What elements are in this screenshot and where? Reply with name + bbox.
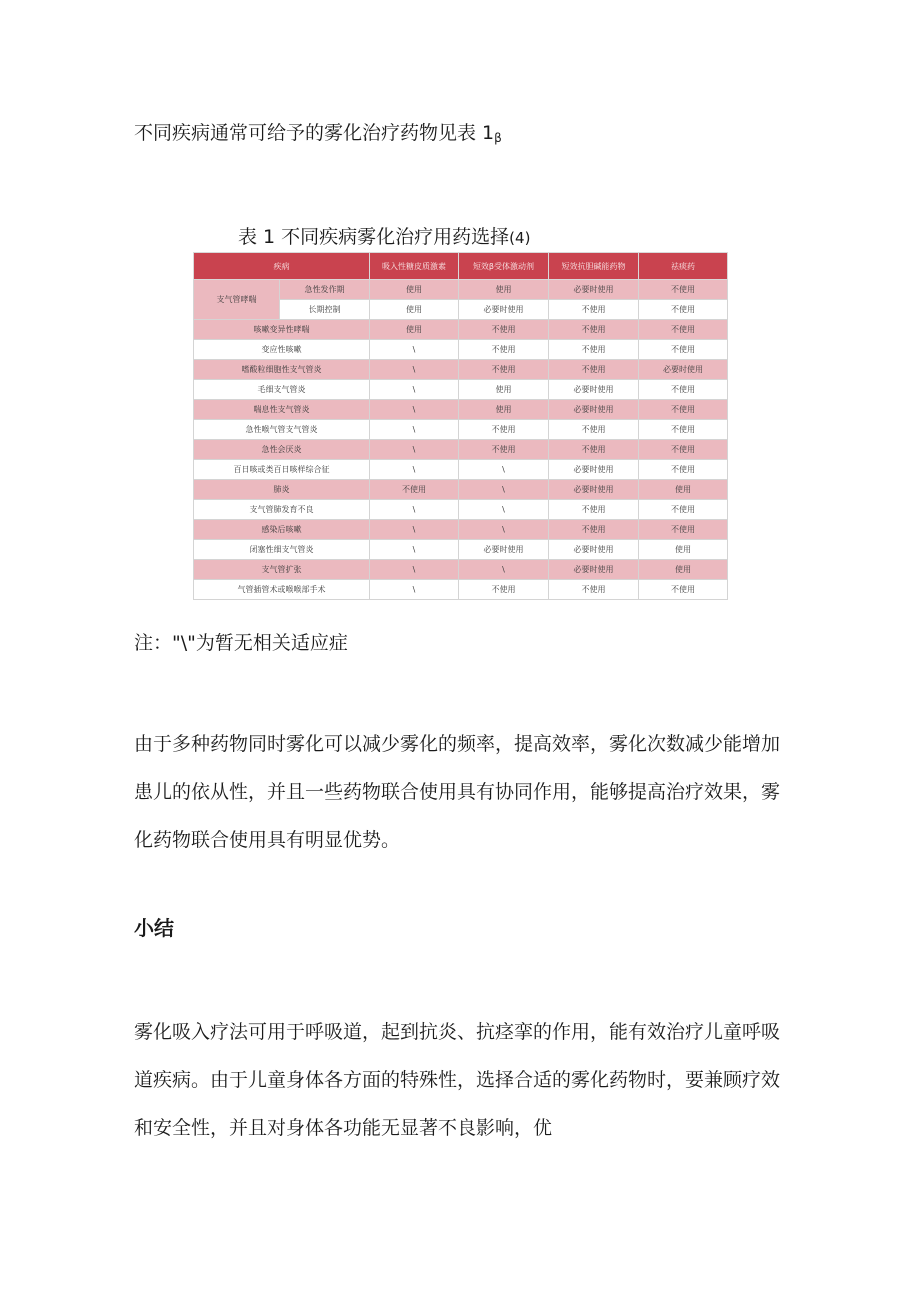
- table-note: 注："\"为暂无相关适应症: [134, 632, 348, 654]
- table-caption-text: 表 1 不同疾病雾化治疗用药选择: [238, 226, 510, 248]
- table-cell: 不使用: [459, 420, 549, 440]
- table-cell: 使用: [639, 560, 728, 580]
- table-row: [194, 440, 728, 460]
- table-cell: 不使用: [549, 500, 639, 520]
- disease-name: 百日咳或类百日咳样综合征: [194, 460, 370, 480]
- table-row: [194, 480, 728, 500]
- table-cell: 使用: [370, 300, 459, 320]
- table-cell: 不使用: [549, 300, 639, 320]
- table-cell: 使用: [370, 320, 459, 340]
- table-cell: \: [370, 440, 459, 460]
- table-cell: 不使用: [639, 520, 728, 540]
- table-row: [194, 360, 728, 380]
- table-cell: 必要时使用: [459, 540, 549, 560]
- summary-heading: 小结: [134, 916, 174, 940]
- table-cell: \: [370, 580, 459, 600]
- disease-name: 嗜酸粒细胞性支气管炎: [194, 360, 370, 380]
- table-cell: 不使用: [639, 340, 728, 360]
- header-disease: 疾病: [194, 253, 370, 280]
- table-cell: 必要时使用: [549, 380, 639, 400]
- intro-suffix: β: [494, 131, 502, 145]
- disease-name: 气管插管术或喉喉部手术: [194, 580, 370, 600]
- table-cell: 不使用: [639, 400, 728, 420]
- table-cell: \: [370, 400, 459, 420]
- drug-table: [193, 252, 728, 600]
- disease-name: 毛细支气管炎: [194, 380, 370, 400]
- table-cell: 不使用: [459, 340, 549, 360]
- table-cell: 不使用: [459, 360, 549, 380]
- disease-name: 咳嗽变异性哮喘: [194, 320, 370, 340]
- asthma-sub-label: 急性发作期: [280, 280, 370, 300]
- table-caption-ref: (4): [509, 229, 531, 247]
- header-sama: 短效抗胆碱能药物: [549, 253, 639, 280]
- table-cell: 不使用: [549, 520, 639, 540]
- header-expectorant: 祛痰药: [639, 253, 728, 280]
- table-row: [194, 400, 728, 420]
- body-paragraph: 由于多种药物同时雾化可以减少雾化的频率，提高效率，雾化次数减少能增加患儿的依从性，并且一些药物联合使用具有协同作用，能够提高治疗效果，雾化药物联合使用具有明显优势。: [134, 733, 781, 851]
- table-cell: 使用: [459, 280, 549, 300]
- table-cell: \: [370, 340, 459, 360]
- table-cell: 必要时使用: [639, 360, 728, 380]
- table-cell: 必要时使用: [549, 560, 639, 580]
- table-cell: 使用: [370, 280, 459, 300]
- table-cell: 不使用: [639, 300, 728, 320]
- summary-paragraph: 雾化吸入疗法可用于呼吸道，起到抗炎、抗痉挛的作用，能有效治疗儿童呼吸道疾病。由于儿童身体各方面的特殊性，选择合适的雾化药物时，要兼顾疗效和安全性，并且对身体各功能无显著不良影响，优: [134, 1021, 781, 1139]
- asthma-sub-label: 长期控制: [280, 300, 370, 320]
- table-row: [194, 280, 728, 300]
- table-cell: 必要时使用: [549, 280, 639, 300]
- table-cell: \: [459, 480, 549, 500]
- table-cell: 不使用: [639, 320, 728, 340]
- table-row: [194, 580, 728, 600]
- table-cell: 不使用: [549, 320, 639, 340]
- table-row: [194, 340, 728, 360]
- table-row: [194, 460, 728, 480]
- table-row: [194, 380, 728, 400]
- table-cell: \: [370, 360, 459, 380]
- table-cell: 不使用: [549, 420, 639, 440]
- table-cell: 不使用: [639, 580, 728, 600]
- table-cell: 不使用: [639, 380, 728, 400]
- disease-name: 支气管肺发育不良: [194, 500, 370, 520]
- table-cell: \: [459, 520, 549, 540]
- table-cell: 必要时使用: [549, 480, 639, 500]
- table-cell: \: [370, 540, 459, 560]
- table-cell: 不使用: [549, 440, 639, 460]
- table-cell: \: [370, 460, 459, 480]
- table-cell: 不使用: [639, 420, 728, 440]
- table-cell: 必要时使用: [549, 460, 639, 480]
- table-cell: 使用: [459, 400, 549, 420]
- asthma-label: 支气管哮喘: [194, 280, 280, 320]
- table-cell: 不使用: [370, 480, 459, 500]
- table-cell: \: [370, 520, 459, 540]
- table-cell: 必要时使用: [549, 400, 639, 420]
- intro-text: 不同疾病通常可给予的雾化治疗药物见表 1: [134, 122, 495, 144]
- table-header-row: [194, 253, 728, 280]
- table-cell: \: [370, 560, 459, 580]
- disease-name: 闭塞性细支气管炎: [194, 540, 370, 560]
- intro-paragraph: [134, 119, 794, 152]
- disease-name: 支气管扩张: [194, 560, 370, 580]
- table-row: [194, 540, 728, 560]
- disease-name: 喘息性支气管炎: [194, 400, 370, 420]
- table-cell: 使用: [639, 480, 728, 500]
- table-cell: 必要时使用: [459, 300, 549, 320]
- disease-name: 感染后咳嗽: [194, 520, 370, 540]
- table-caption: [238, 224, 530, 251]
- table-cell: \: [370, 420, 459, 440]
- disease-name: 急性会厌炎: [194, 440, 370, 460]
- table-cell: 不使用: [639, 460, 728, 480]
- table-cell: \: [459, 460, 549, 480]
- table-cell: 不使用: [459, 440, 549, 460]
- table-cell: 不使用: [639, 440, 728, 460]
- table-cell: \: [459, 560, 549, 580]
- header-ics: 吸入性糖皮质激素: [370, 253, 459, 280]
- table-cell: 使用: [639, 540, 728, 560]
- disease-name: 急性喉气管支气管炎: [194, 420, 370, 440]
- header-saba: 短效β受体激动剂: [459, 253, 549, 280]
- table-row: [194, 320, 728, 340]
- table-cell: 不使用: [639, 280, 728, 300]
- table-cell: 不使用: [549, 580, 639, 600]
- table-row: [194, 560, 728, 580]
- table-row: [194, 520, 728, 540]
- table-cell: 使用: [459, 380, 549, 400]
- table-row: [194, 500, 728, 520]
- table-cell: \: [459, 500, 549, 520]
- table-cell: 必要时使用: [549, 540, 639, 560]
- disease-name: 肺炎: [194, 480, 370, 500]
- table-row: [194, 420, 728, 440]
- table-cell: \: [370, 380, 459, 400]
- table-cell: 不使用: [549, 360, 639, 380]
- table-body: [194, 280, 728, 600]
- table-cell: 不使用: [459, 580, 549, 600]
- table-cell: \: [370, 500, 459, 520]
- table-cell: 不使用: [459, 320, 549, 340]
- table-cell: 不使用: [639, 500, 728, 520]
- disease-name: 变应性咳嗽: [194, 340, 370, 360]
- table-cell: 不使用: [549, 340, 639, 360]
